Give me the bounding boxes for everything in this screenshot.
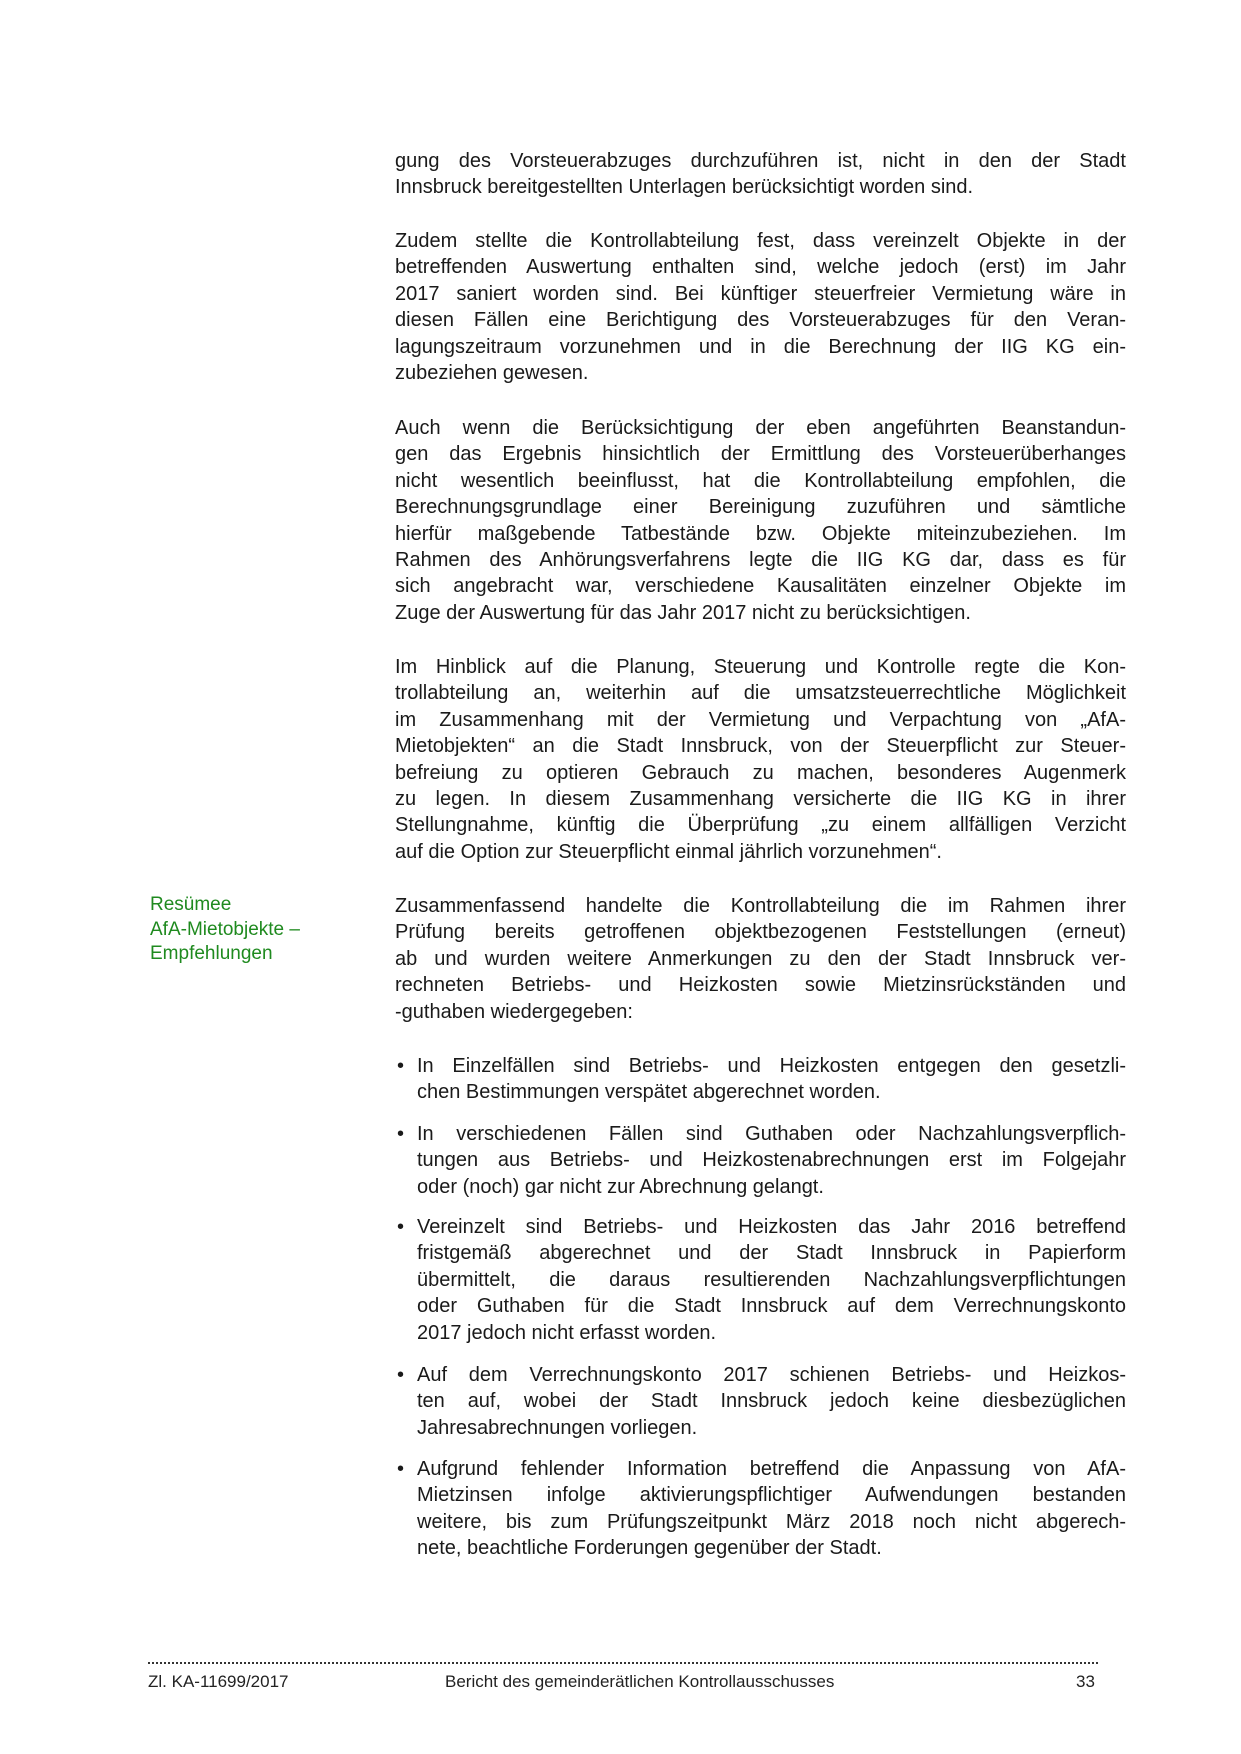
page-number: 33 [1076,1672,1095,1691]
paragraph [395,893,1126,1025]
text-line: diesen Fällen eine Berichtigung des Vorsteuerabzuges für den Veran- [395,309,1126,332]
paragraph [395,654,1126,865]
text-line: zubeziehen gewesen. [395,362,589,385]
bullet-icon: • [397,1055,405,1077]
text-line: gen das Ergebnis hinsichtlich der Ermittlung des Vorsteuerüberhanges [395,443,1126,466]
text-line: Auch wenn die Berücksichtigung der eben angeführten Beanstandun- [395,417,1126,439]
text-line: Prüfung bereits getroffenen objektbezogenen Feststellungen (erneut) [395,921,1126,944]
text-line: oder Guthaben für die Stadt Innsbruck auf dem Verrechnungskonto [417,1295,1126,1318]
text-line: lagungszeitraum vorzunehmen und in die Berechnung der IIG KG ein- [395,335,1126,358]
footer-title: Bericht des gemeinderätlichen Kontrollausschusses [445,1672,835,1691]
text-line: trollabteilung an, weiterhin auf die umsatzsteuerrechtliche Möglichkeit [395,682,1126,705]
text-line: auf die Option zur Steuerpflicht einmal jährlich vorzunehmen“. [395,840,942,863]
text-line: oder (noch) gar nicht zur Abrechnung gelangt. [417,1175,824,1198]
text-line: tungen aus Betriebs- und Heizkostenabrechnungen erst im Folgejahr [417,1149,1126,1172]
text-line: In verschiedenen Fällen sind Guthaben oder Nachzahlungsverpflich- [417,1123,1126,1145]
list-item-text [417,1456,1126,1562]
list-item-text [417,1362,1126,1441]
list-item-text [417,1053,1126,1106]
text-line: Im Hinblick auf die Planung, Steuerung und Kontrolle regte die Kon- [395,656,1126,678]
text-line: Zudem stellte die Kontrollabteilung fest, dass vereinzelt Objekte in der [395,230,1126,252]
paragraph [395,415,1126,626]
paragraph [395,148,1126,201]
bullet-icon: • [397,1216,405,1238]
list-item [395,1053,1126,1106]
text-line: fristgemäß abgerechnet und der Stadt Innsbruck in Papierform [417,1242,1126,1265]
list-item-text [417,1214,1126,1346]
text-line: Mietobjekten“ an die Stadt Innsbruck, von der Steuerpflicht zur Steuer- [395,735,1126,758]
text-line: nicht wesentlich beeinflusst, hat die Kontrollabteilung empfohlen, die [395,469,1126,492]
text-line: übermittelt, die daraus resultierenden Nachzahlungsverpflichtungen [417,1268,1126,1291]
list-item [395,1121,1126,1200]
text-line: Vereinzelt sind Betriebs- und Heizkosten das Jahr 2016 betreffend [417,1216,1126,1238]
text-line: In Einzelfällen sind Betriebs- und Heizkosten entgegen den gesetzli- [417,1055,1126,1077]
text-line: ten auf, wobei der Stadt Innsbruck jedoch keine diesbezüglichen [417,1390,1126,1413]
margin-note [150,893,300,967]
text-line: nete, beachtliche Forderungen gegenüber der Stadt. [417,1537,882,1560]
text-line: zu legen. In diesem Zusammenhang versicherte die IIG KG in ihrer [395,788,1126,811]
text-line: rechneten Betriebs- und Heizkosten sowie Mietzinsrückständen und [395,974,1126,997]
text-line: Mietzinsen infolge aktivierungspflichtiger Aufwendungen bestanden [417,1484,1126,1507]
text-line: sich angebracht war, verschiedene Kausalitäten einzelner Objekte im [395,575,1126,598]
text-line: Berechnungsgrundlage einer Bereinigung zuzuführen und sämtliche [395,496,1126,519]
text-line: Aufgrund fehlender Information betreffend die Anpassung von AfA- [417,1458,1126,1480]
paragraph [395,228,1126,386]
text-line: -guthaben wiedergegeben: [395,1000,633,1023]
text-line: im Zusammenhang mit der Vermietung und Verpachtung von „AfA- [395,708,1126,731]
bullet-icon: • [397,1364,405,1386]
text-line: ab und wurden weitere Anmerkungen zu den der Stadt Innsbruck ver- [395,947,1126,970]
bullet-icon: • [397,1458,405,1480]
list-item [395,1214,1126,1346]
margin-note-line: Resümee [150,894,232,915]
text-line: Zusammenfassend handelte die Kontrollabteilung die im Rahmen ihrer [395,895,1126,917]
bullet-icon: • [397,1123,405,1145]
footer-divider [148,1662,1098,1664]
text-line: Rahmen des Anhörungsverfahrens legte die IIG KG dar, dass es für [395,549,1126,572]
text-line: hierfür maßgebende Tatbestände bzw. Objekte miteinzubeziehen. Im [395,522,1126,545]
text-line: chen Bestimmungen verspätet abgerechnet worden. [417,1081,881,1104]
list-item [395,1456,1126,1562]
footer-reference: Zl. KA-11699/2017 [148,1672,289,1691]
text-line: Innsbruck bereitgestellten Unterlagen berücksichtigt worden sind. [395,176,974,199]
text-line: Zuge der Auswertung für das Jahr 2017 nicht zu berücksichtigen. [395,601,971,624]
text-line: betreffenden Auswertung enthalten sind, welche jedoch (erst) im Jahr [395,256,1126,279]
text-line: 2017 jedoch nicht erfasst worden. [417,1321,717,1344]
margin-note-line: Empfehlungen [150,943,273,964]
text-line: 2017 saniert worden sind. Bei künftiger steuerfreier Vermietung wäre in [395,282,1126,305]
list-item [395,1362,1126,1441]
text-line: gung des Vorsteuerabzuges durchzuführen ist, nicht in den der Stadt [395,150,1126,172]
text-line: befreiung zu optieren Gebrauch zu machen, besonderes Augenmerk [395,761,1126,784]
text-line: weitere, bis zum Prüfungszeitpunkt März 2018 noch nicht abgerech- [417,1510,1126,1533]
text-line: Stellungnahme, künftig die Überprüfung „zu einem allfälligen Verzicht [395,814,1126,837]
text-line: Auf dem Verrechnungskonto 2017 schienen Betriebs- und Heizkos- [417,1364,1126,1386]
margin-note-line: AfA-Mietobjekte – [150,918,300,940]
list-item-text [417,1121,1126,1200]
text-line: Jahresabrechnungen vorliegen. [417,1416,698,1439]
